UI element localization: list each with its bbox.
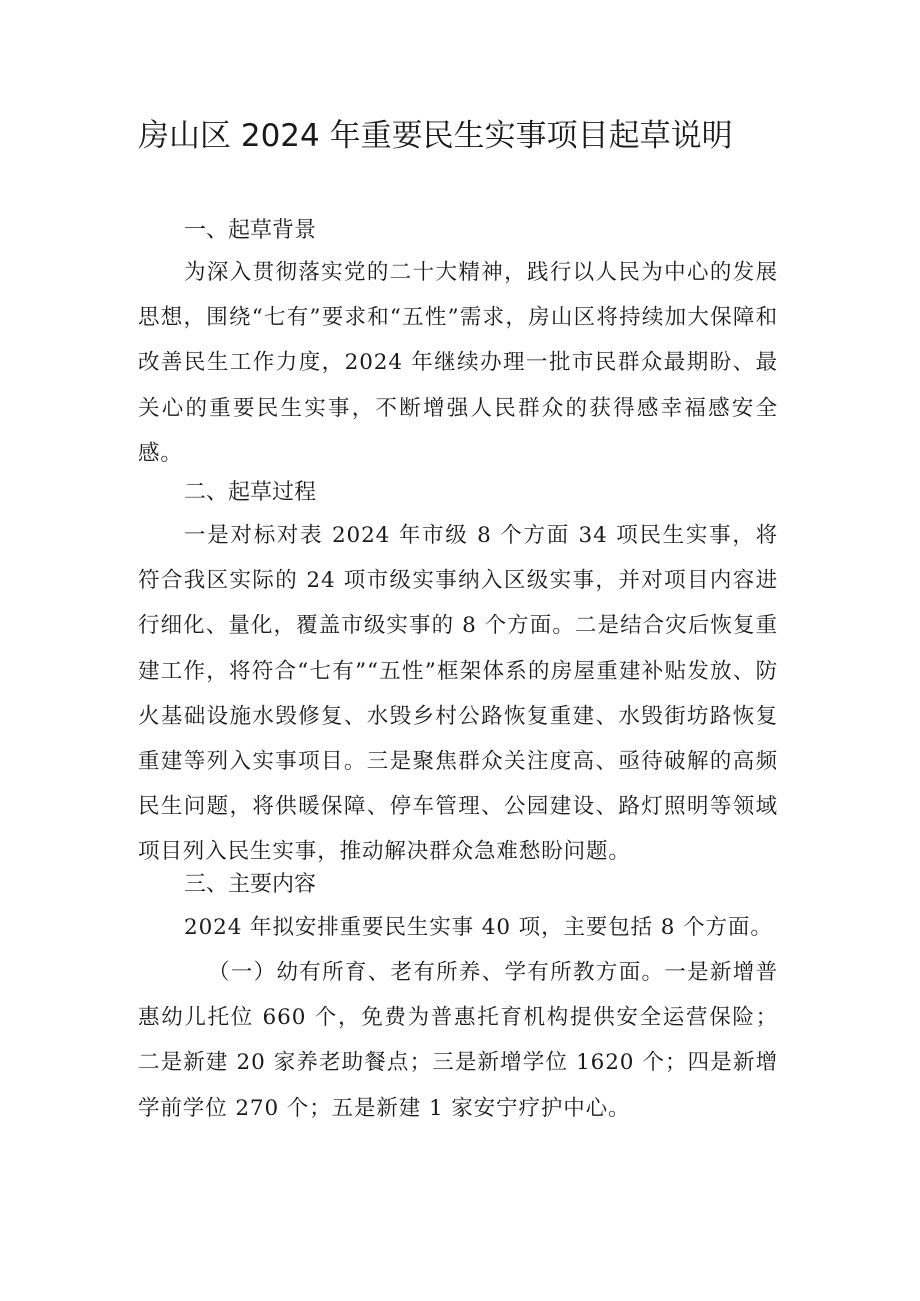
document-title: 房山区 2024 年重要民生实事项目起草说明 bbox=[138, 118, 733, 154]
paragraph-item-one: （一）幼有所育、老有所养、学有所教方面。一是新增普惠幼儿托位 660 个，免费为普惠托育机构提供安全运营保险；二是新建 20 家养老助餐点；三是新增学位 1620 个；四是新增学前学位 270 个；五是新建 1 家安宁疗护中心。 bbox=[138, 960, 778, 1121]
section-heading-process: 二、起草过程 bbox=[184, 480, 317, 505]
paragraph-summary: 2024 年拟安排重要民生实事 40 项，主要包括 8 个方面。 bbox=[184, 915, 773, 940]
paragraph-process: 一是对标对表 2024 年市级 8 个方面 34 项民生实事，将符合我区实际的 24 项市级实事纳入区级实事，并对项目内容进行细化、量化，覆盖市级实事的 8 个方面。二是结合灾后恢复重建工作，将符合“七有”“五性”框架体系的房屋重建补贴发放、防火基础设施水毁修复、水毁乡村公路恢复重建、水毁街坊路恢复重建等列入实事项目。三是聚焦群众关注度高、亟待破解的高频民生问题，将供暖保障、停车管理、公园建设、路灯照明等领域项目列入民生实事，推动解决群众急难愁盼问题。 bbox=[138, 523, 778, 865]
section-heading-background: 一、起草背景 bbox=[184, 218, 317, 243]
section-heading-main-content: 三、主要内容 bbox=[184, 872, 317, 897]
paragraph-background: 为深入贯彻落实党的二十大精神，践行以人民为中心的发展思想，围绕“七有”要求和“五性”需求，房山区将持续加大保障和改善民生工作力度，2024 年继续办理一批市民群众最期盼、最关心的重要民生实事，不断增强人民群众的获得感幸福感安全感。 bbox=[138, 260, 778, 466]
